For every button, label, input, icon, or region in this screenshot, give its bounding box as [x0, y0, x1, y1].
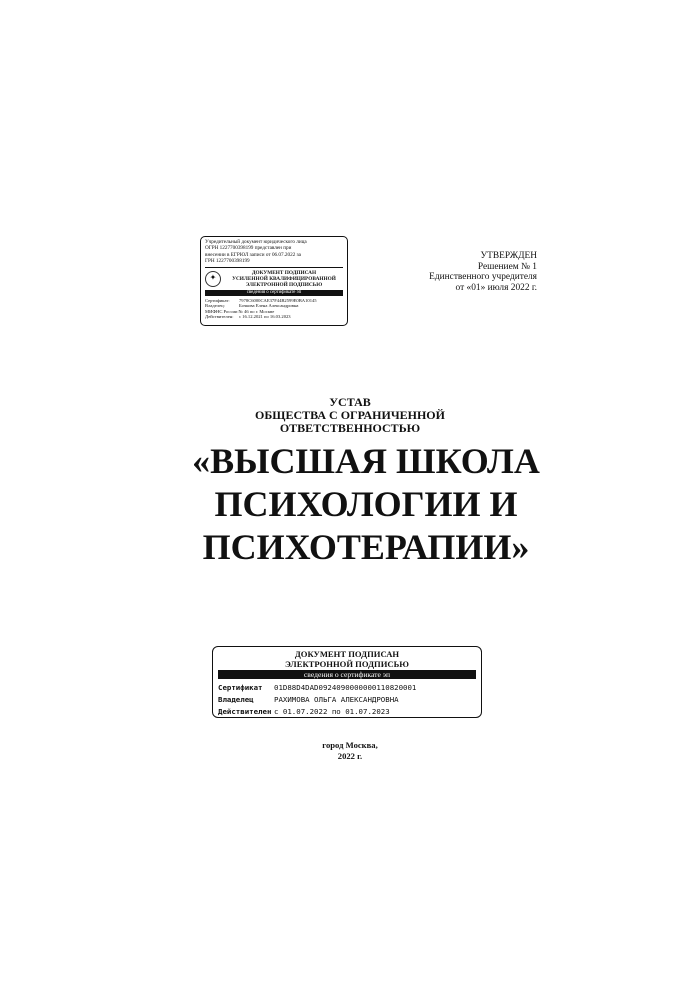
document-title	[0, 396, 700, 569]
year: 2022 г.	[337, 750, 363, 761]
city: город Москва,	[322, 740, 378, 750]
approval-line: Единственного учредителя	[429, 272, 537, 282]
approval-block	[429, 251, 537, 293]
city-year	[0, 740, 700, 761]
egrul-signature-stamp	[200, 236, 348, 326]
registration-line: Учредительный документ юридического лица	[205, 239, 307, 245]
certificate-info-bar: сведения о сертификате эп	[205, 290, 343, 296]
certificate-row: Сертификат 01D88D4DAD0924090000000110820001	[218, 683, 417, 693]
title-company-form-cont: ОТВЕТСТВЕННОСТЬЮ	[279, 421, 421, 435]
company-name: «ВЫСШАЯ ШКОЛА ПСИХОЛОГИИ И ПСИХОТЕРАПИИ»	[192, 441, 540, 567]
issuer-row: МИФНС России № 46 по г. Москве	[205, 308, 275, 314]
stamp-header: ЭЛЕКТРОННОЙ ПОДПИСЬЮ	[285, 658, 409, 669]
approval-line: от «01» июля 2022 г.	[455, 282, 537, 293]
owner-row: Владелец: Бочкова Елена Александровна	[205, 303, 299, 309]
state-emblem-icon: ✦	[205, 271, 221, 287]
approval-line: Решением № 1	[477, 261, 537, 272]
signature-title: ДОКУМЕНТ ПОДПИСАН УСИЛЕННОЙ КВАЛИФИЦИРОВАННОЙ ЭЛЕКТРОННОЙ ПОДПИСЬЮ	[232, 269, 336, 288]
electronic-signature-stamp	[212, 646, 482, 718]
title-company-form: ОБЩЕСТВА С ОГРАНИЧЕННОЙ	[255, 408, 445, 422]
certificate-info-bar: сведения о сертификате эп	[218, 670, 476, 679]
signature-header	[205, 270, 343, 288]
stamp-header: ДОКУМЕНТ ПОДПИСАН	[294, 649, 400, 659]
registration-line: внесении в ЕГРЮЛ записи от 06.07.2022 за	[205, 251, 301, 258]
validity-row: Действителен с 01.07.2022 по 01.07.2023	[218, 707, 390, 717]
stamp-divider	[205, 267, 343, 268]
validity-row: Действителен: с 16.12.2021 по 16.03.2023	[205, 314, 291, 320]
title-charter: УСТАВ	[329, 395, 371, 409]
owner-row: Владелец РАХИМОВА ОЛЬГА АЛЕКСАНДРОВНА	[218, 695, 399, 705]
registration-line: ОГРН 1227700398199 представлен при	[205, 245, 292, 252]
approval-line: УТВЕРЖДЕН	[480, 251, 537, 261]
certificate-row: Сертификат: 7978C6000CAE37F44B2599E0BA10145	[205, 297, 317, 303]
registration-line: ГРН 1227700398199	[205, 258, 250, 265]
